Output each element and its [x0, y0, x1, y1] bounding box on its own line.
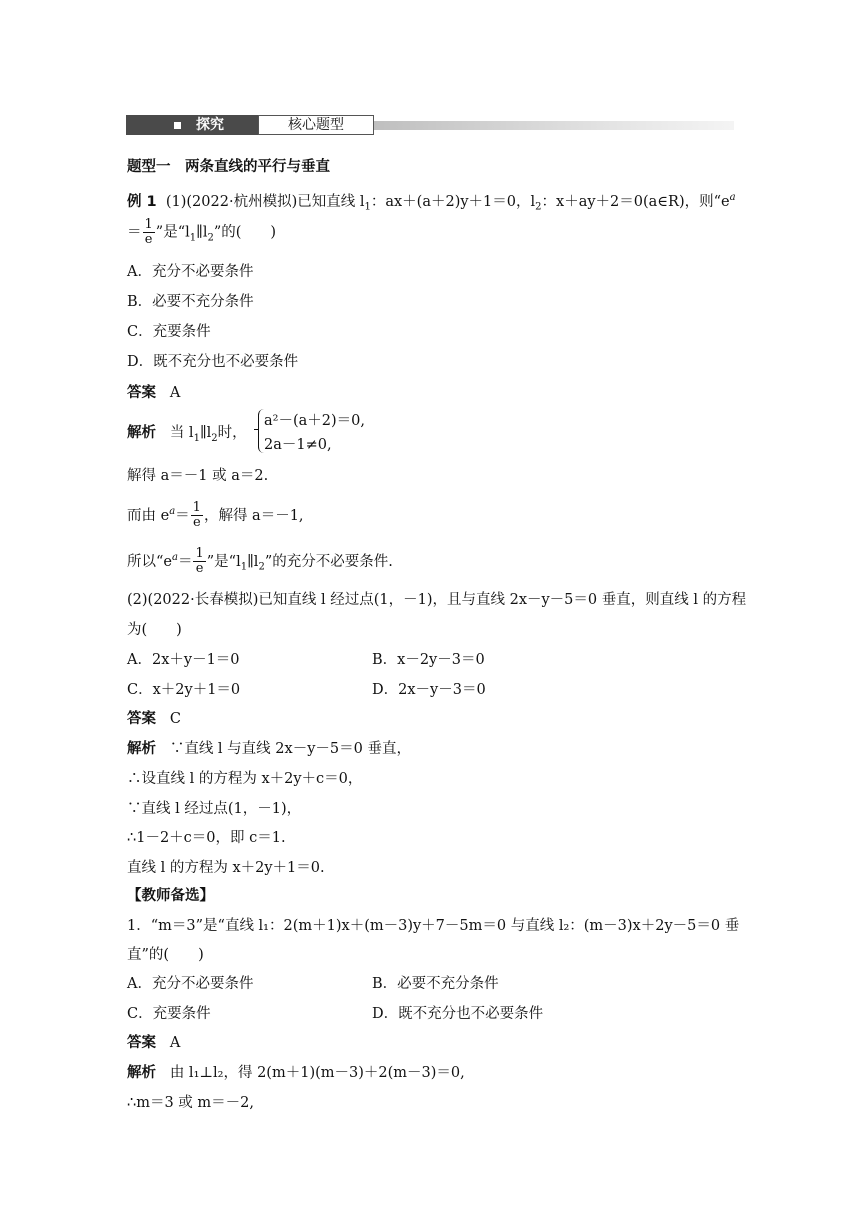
teacher-section-label: 【教师备选】 [127, 888, 214, 904]
teacher-question-line-2: 直”的( ) [127, 947, 204, 963]
analysis-line: 直线 l 的方程为 x＋2y＋1＝0. [127, 860, 325, 876]
answer-value: C [169, 711, 181, 727]
analysis-label: 解析 [127, 425, 156, 441]
analysis-line: ∴1－2＋c＝0，即 c＝1. [127, 830, 286, 846]
option-b: B．必要不充分条件 [372, 976, 499, 992]
banner-label-core-types: 核心题型 [258, 115, 374, 135]
option-b: B．x－2y－3＝0 [372, 652, 485, 668]
answer-label: 答案 [127, 1035, 156, 1051]
banner-gradient-bar [374, 121, 734, 130]
topic-heading: 题型一 两条直线的平行与垂直 [127, 159, 330, 175]
analysis-line-4: 所以“$e^a=$ $\frac{1}{e}$ ”是“$l_1\parallel l_2$”的充分不必要条件. [127, 546, 393, 577]
analysis-line: 解析 由 l₁⊥l₂，得 2(m＋1)(m－3)＋2(m－3)＝0, [127, 1065, 465, 1081]
square-bullet-icon [174, 122, 181, 129]
analysis-line-3: 而由 $e^a=$ $\frac{1}{e}$ ，解得 a＝－1, [127, 500, 304, 531]
example-1-question-line-2: ＝ $\frac{1}{e}$ ”是“$l_1\parallel l_2$”的( ) [127, 217, 277, 247]
answer-value: A [169, 385, 181, 401]
answer-line [127, 383, 180, 403]
analysis-line-2: 解得 a＝－1 或 a＝2. [127, 468, 269, 484]
option-a: A．2x＋y－1＝0 [127, 652, 240, 668]
fraction: $\frac{1}{e}$ [192, 500, 201, 531]
analysis-line: 解析 ∵直线 l 与直线 2x－y－5＝0 垂直， [127, 741, 411, 757]
fraction: $\frac{1}{e}$ [195, 546, 204, 577]
banner-label-explore: 探究 [196, 117, 224, 133]
option-a: A．充分不必要条件 [127, 264, 254, 280]
answer-line [127, 709, 181, 729]
example-1-question-line-1: 例 1 (1)(2022·杭州模拟)已知直线 $l_1$：ax＋(a＋2)y＋1＝0，$l_2$：x＋ay＋2＝0(a∈R)，则“$e^a$ [127, 192, 736, 213]
analysis-line: ∵直线 l 经过点(1，－1)， [127, 801, 302, 817]
analysis-label: 解析 [127, 741, 156, 757]
answer-line [127, 1033, 180, 1053]
answer-value: A [169, 1035, 181, 1051]
answer-label: 答案 [127, 711, 156, 727]
analysis-label: 解析 [127, 1065, 156, 1081]
section-banner [126, 113, 734, 137]
option-b: B．必要不充分条件 [127, 294, 254, 310]
option-d: D．既不充分也不必要条件 [372, 1006, 544, 1022]
fraction: $\frac{1}{e}$ [144, 217, 153, 247]
example-1-part-2-line-2: 为( ) [127, 622, 182, 638]
option-c: C．充要条件 [127, 324, 211, 340]
option-c: C．x＋2y＋1＝0 [127, 682, 241, 698]
analysis-line-1: 解析 当 $l_1\parallel l_2$时， [127, 425, 247, 444]
banner-dark-tab [126, 115, 258, 135]
option-d: D．既不充分也不必要条件 [127, 354, 299, 370]
option-a: A．充分不必要条件 [127, 976, 254, 992]
analysis-line: ∴m＝3 或 m＝－2, [127, 1095, 255, 1111]
analysis-line: ∴设直线 l 的方程为 x＋2y＋c＝0， [127, 771, 363, 787]
system-equation-1: a²－(a＋2)＝0, [264, 413, 365, 429]
teacher-question-line-1: 1．“m＝3”是“直线 l₁：2(m＋1)x＋(m－3)y＋7－5m＝0 与直线 l₂：(m－3)x＋2y－5＝0 垂 [127, 918, 740, 934]
option-c: C．充要条件 [127, 1006, 211, 1022]
example-label: 例 1 [127, 193, 157, 210]
option-d: D．2x－y－3＝0 [372, 682, 486, 698]
answer-label: 答案 [127, 385, 156, 401]
system-equation-2: 2a－1≠0, [264, 437, 332, 453]
example-1-part-2-line-1: (2)(2022·长春模拟)已知直线 l 经过点(1，－1)，且与直线 2x－y－5＝0 垂直，则直线 l 的方程 [127, 592, 747, 608]
